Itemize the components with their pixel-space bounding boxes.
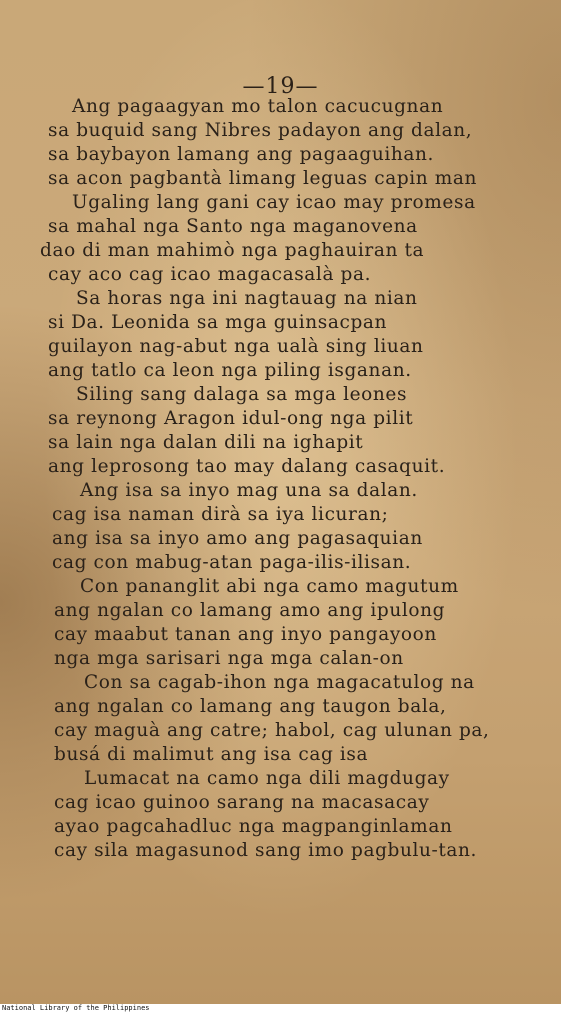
text-line: cag icao guinoo sarang na macasacay: [54, 792, 430, 813]
text-line: ang isa sa inyo amo ang pagasaquian: [52, 528, 423, 549]
text-line: sa acon pagbantà limang leguas capin man: [48, 168, 478, 189]
page-number: —19—: [242, 74, 319, 99]
text-line: sa baybayon lamang ang pagaaguihan.: [48, 144, 434, 165]
text-line: cay aco cag icao magacasalà pa.: [48, 264, 372, 285]
text-line: si Da. Leonida sa mga guinsacpan: [48, 312, 388, 333]
text-line: Ang isa sa inyo mag una sa dalan.: [80, 480, 418, 501]
text-line: guilayon nag-abut nga ualà sing liuan: [48, 336, 424, 357]
text-line: Con pananglit abi nga camo magutum: [80, 576, 459, 597]
text-line: Con sa cagab-ihon nga magacatulog na: [84, 672, 475, 693]
text-line: sa reynong Aragon idul-ong nga pilit: [48, 408, 414, 429]
text-line: cay maguà ang catre; habol, cag ulunan pa,: [54, 720, 490, 741]
text-line: cay maabut tanan ang inyo pangayoon: [54, 624, 437, 645]
text-line: sa buquid sang Nibres padayon ang dalan,: [48, 120, 473, 141]
text-line: dao di man mahimò nga paghauiran ta: [40, 240, 425, 261]
text-line: ang ngalan co lamang ang taugon bala,: [54, 696, 447, 717]
library-credit: National Library of the Philippines: [2, 1004, 150, 1012]
text-line: sa lain nga dalan dili na ighapit: [48, 432, 364, 453]
text-line: ang leprosong tao may dalang casaquit.: [48, 456, 446, 477]
text-line: sa mahal nga Santo nga maganovena: [48, 216, 418, 237]
text-line: Siling sang dalaga sa mga leones: [76, 384, 408, 405]
text-line: cay sila magasunod sang imo pagbulu-tan.: [54, 840, 478, 861]
text-line: Ugaling lang gani cay icao may promesa: [72, 192, 476, 213]
text-line: cag isa naman dirà sa iya licuran;: [52, 504, 389, 525]
text-line: ang tatlo ca leon nga piling isganan.: [48, 360, 412, 381]
text-line: Lumacat na camo nga dili magdugay: [84, 768, 450, 789]
text-line: ayao pagcahadluc nga magpanginlaman: [54, 816, 453, 837]
text-line: Ang pagaagyan mo talon cacucugnan: [72, 96, 444, 117]
text-line: busá di malimut ang isa cag isa: [54, 744, 369, 765]
text-line: cag con mabug-atan paga-ilis-ilisan.: [52, 552, 412, 573]
text-line: Sa horas nga ini nagtauag na nian: [76, 288, 418, 309]
text-line: ang ngalan co lamang amo ang ipulong: [54, 600, 446, 621]
text-line: nga mga sarisari nga mga calan-on: [54, 648, 404, 669]
